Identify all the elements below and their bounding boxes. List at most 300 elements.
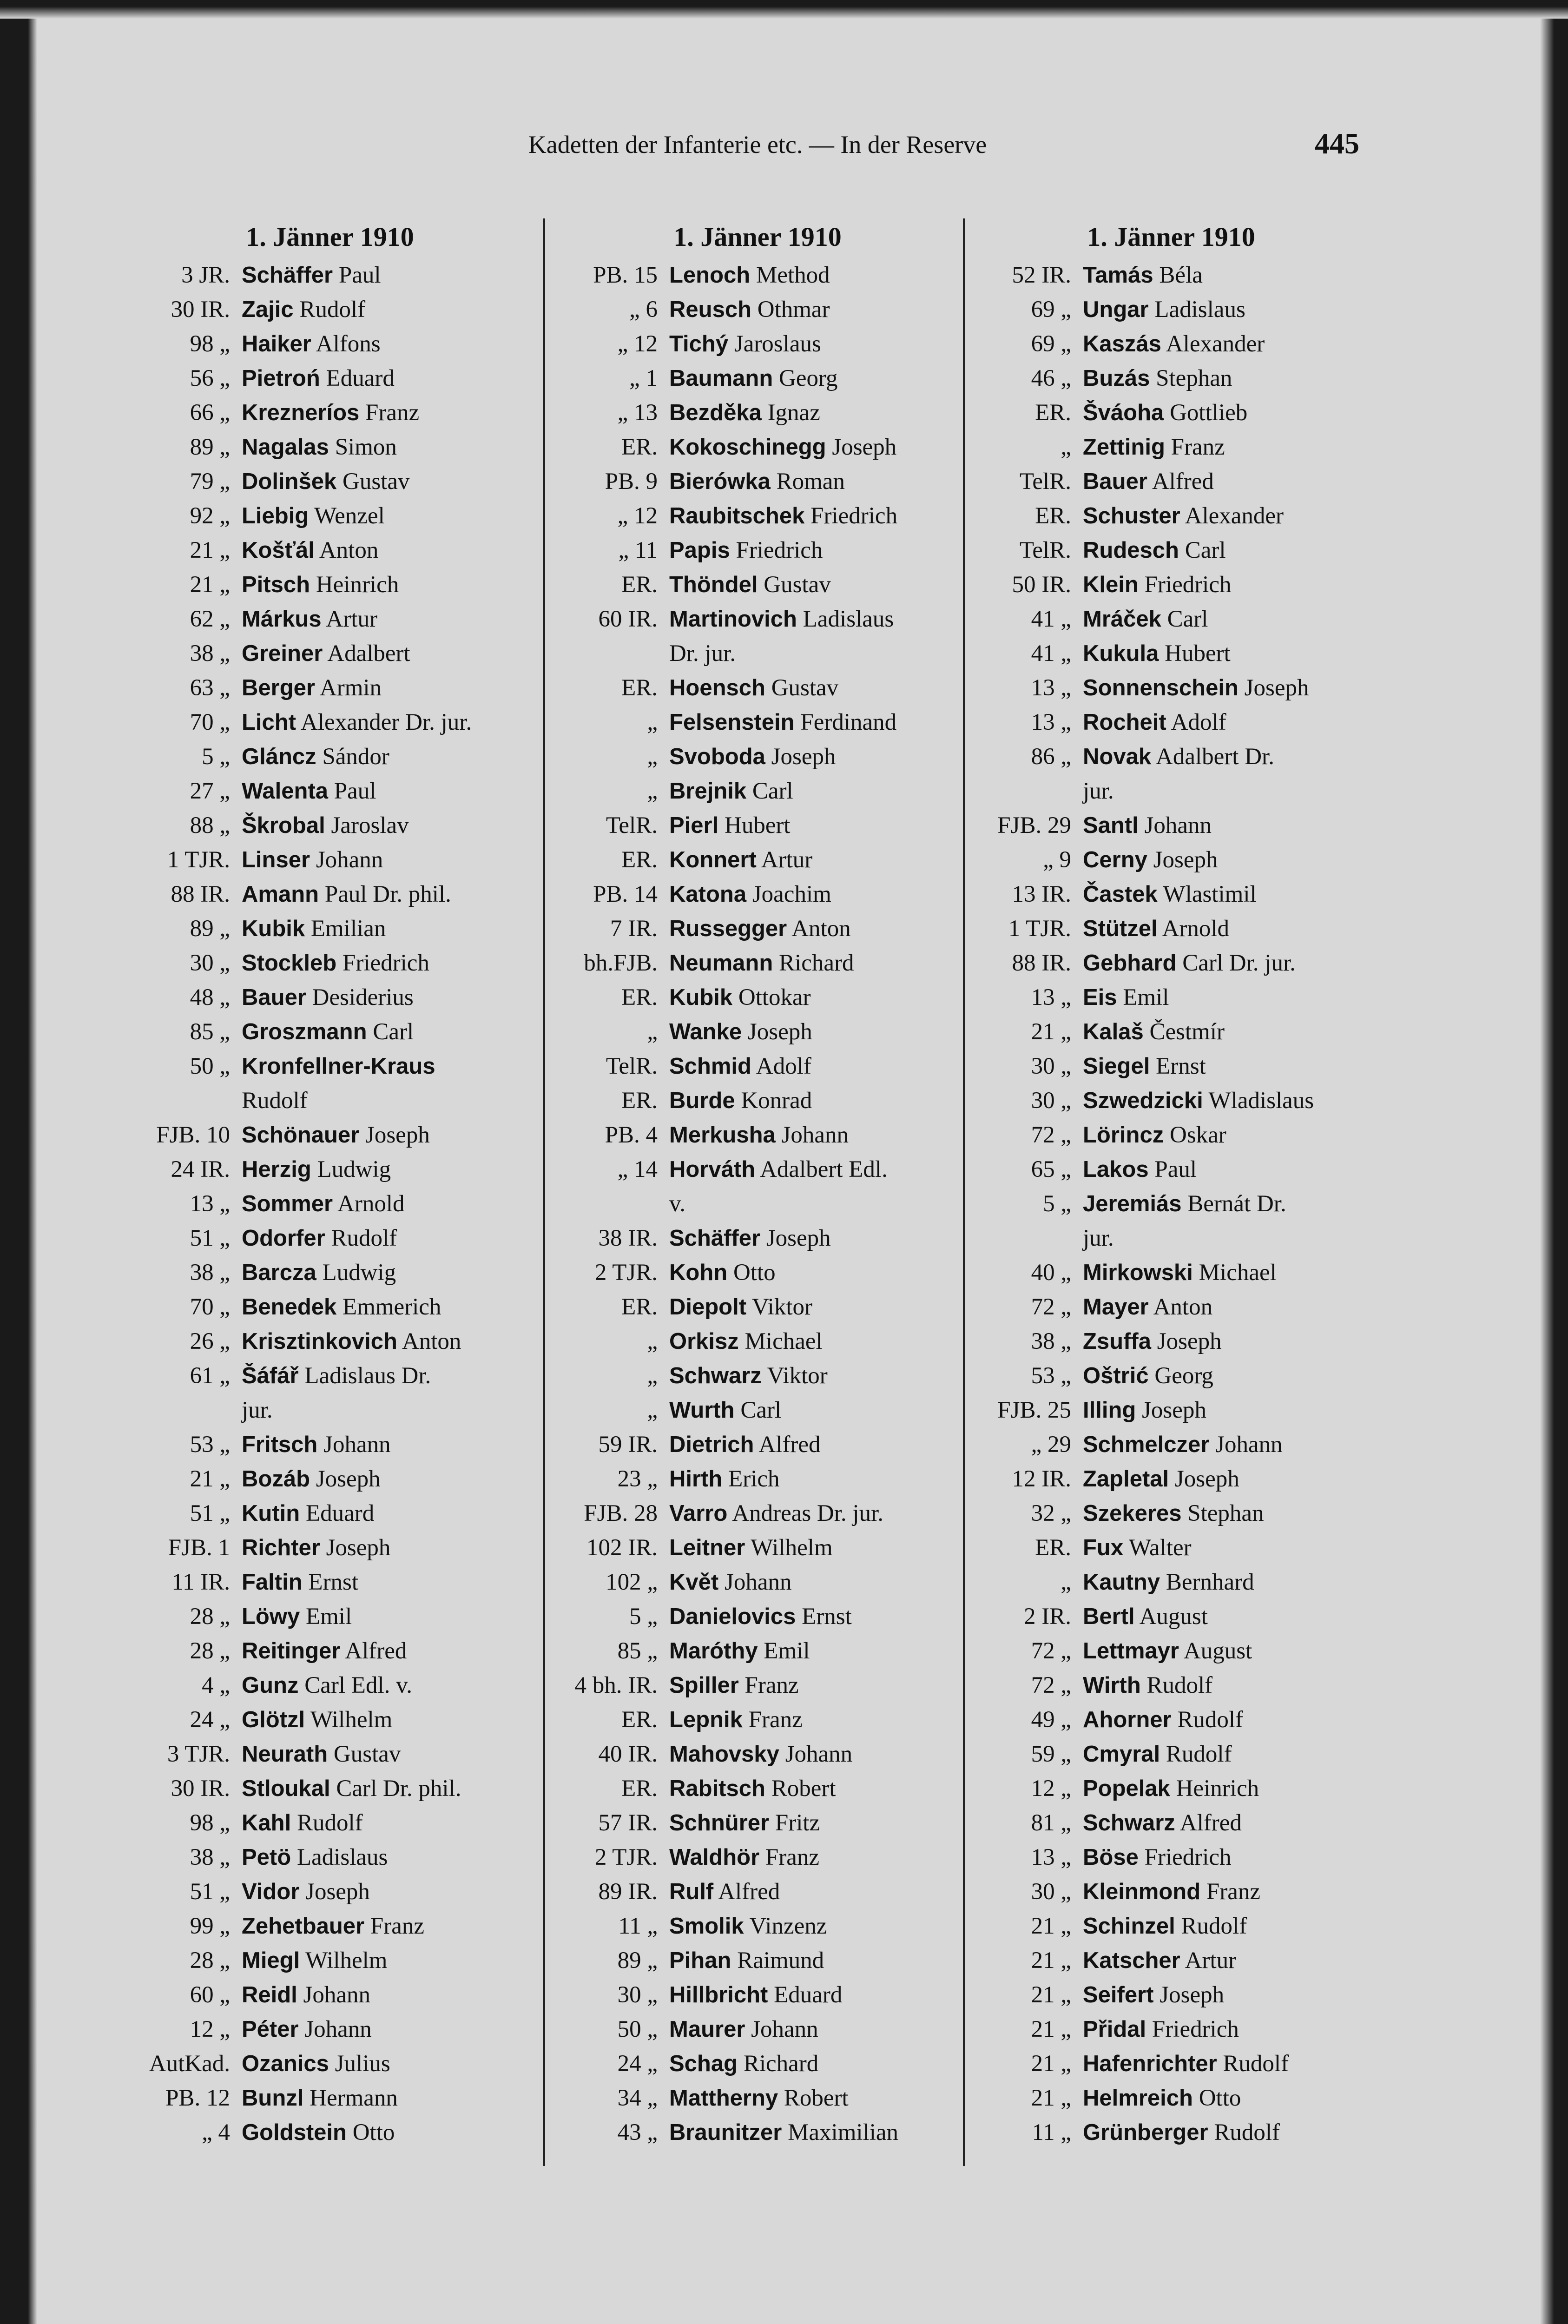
- list-item: [121, 1118, 539, 1152]
- given-names: Arnold: [1157, 916, 1230, 942]
- given-names: jur.: [1083, 778, 1114, 804]
- unit-label: 13 „: [1031, 675, 1071, 701]
- list-item: [962, 1015, 1380, 1049]
- given-names: Arnold: [333, 1191, 405, 1217]
- list-item: [962, 1083, 1380, 1118]
- unit-label: PB. 12: [165, 2085, 230, 2111]
- person-name: [1083, 843, 1380, 877]
- list-item: [548, 1943, 967, 1978]
- given-names: jur.: [1083, 1225, 1114, 1251]
- surname: Rulf: [669, 1879, 714, 1904]
- person-name: [242, 1359, 539, 1393]
- list-item: [121, 1875, 539, 1909]
- unit-label: 57 IR.: [598, 1810, 658, 1836]
- list-item: [121, 1049, 539, 1083]
- unit-label: 89 IR.: [598, 1879, 658, 1905]
- list-item: [121, 1083, 539, 1118]
- list-item: [121, 1531, 539, 1565]
- surname: Bunzl: [242, 2086, 304, 2111]
- surname: Hoensch: [669, 675, 765, 700]
- surname: Maróthy: [669, 1638, 758, 1664]
- surname: Košťál: [242, 538, 315, 563]
- given-names: Joseph: [1136, 1397, 1206, 1423]
- given-names: Alfons: [311, 331, 381, 357]
- list-item: [548, 1255, 967, 1290]
- list-item: [548, 327, 967, 361]
- surname: Löwy: [242, 1604, 300, 1629]
- person-name: [669, 396, 967, 430]
- surname: Mayer: [1083, 1294, 1149, 1320]
- surname: Wirth: [1083, 1673, 1141, 1698]
- person-name: [242, 1496, 539, 1531]
- list-item: [548, 533, 967, 568]
- given-names: Adolf: [751, 1053, 811, 1079]
- unit-label: 28 „: [190, 1638, 230, 1664]
- unit-label: 40 IR.: [598, 1741, 658, 1767]
- surname: Horváth: [669, 1157, 756, 1182]
- surname: Schinzel: [1083, 1914, 1175, 1939]
- list-item: [962, 1909, 1380, 1943]
- given-names: Jaroslav: [325, 812, 409, 838]
- surname: Richter: [242, 1535, 320, 1560]
- given-names: Rudolf: [293, 297, 366, 323]
- list-item: [962, 2081, 1380, 2115]
- person-name: [669, 464, 967, 499]
- person-name: [1083, 602, 1380, 636]
- surname: Oštrić: [1083, 1363, 1149, 1388]
- list-item: [121, 1806, 539, 1840]
- list-item: [548, 396, 967, 430]
- list-item: [121, 2012, 539, 2047]
- given-names: Dr. jur.: [669, 640, 736, 667]
- given-names: Béla: [1153, 262, 1203, 288]
- unit-label: 13 „: [1031, 984, 1071, 1010]
- unit-label: ER.: [1035, 503, 1071, 529]
- surname: Greiner: [242, 641, 323, 666]
- given-names: Artur: [756, 847, 813, 873]
- person-name: [242, 1049, 539, 1083]
- unit-label: 21 „: [1031, 2085, 1071, 2111]
- surname: Miegl: [242, 1948, 300, 1973]
- list-item: [962, 1324, 1380, 1359]
- unit-label: „ 9: [1043, 847, 1071, 873]
- surname: Péter: [242, 2017, 299, 2042]
- surname: Buzás: [1083, 366, 1150, 391]
- surname: Rabitsch: [669, 1776, 765, 1801]
- given-names: Friedrich: [1138, 1844, 1232, 1870]
- surname: Santl: [1083, 813, 1139, 838]
- given-names: Eduard: [320, 365, 395, 391]
- person-name: [242, 1703, 539, 1737]
- given-names: Gottlieb: [1164, 400, 1248, 426]
- unit-label: FJB. 29: [997, 812, 1071, 838]
- person-name: [1083, 292, 1380, 327]
- surname: Danielovics: [669, 1604, 796, 1629]
- column-2-title: 1. Jänner 1910: [673, 222, 842, 252]
- person-name: [669, 1943, 967, 1978]
- given-names: Sándor: [316, 744, 389, 770]
- surname: Neurath: [242, 1742, 328, 1767]
- list-item: [548, 1806, 967, 1840]
- list-item: [121, 1290, 539, 1324]
- person-name: [669, 1737, 967, 1771]
- surname: Hirth: [669, 1466, 723, 1492]
- surname: Bertl: [1083, 1604, 1135, 1629]
- surname: Bozáb: [242, 1466, 310, 1492]
- surname: Helmreich: [1083, 2086, 1193, 2111]
- unit-label: 49 „: [1031, 1707, 1071, 1733]
- surname: Cmyral: [1083, 1742, 1160, 1767]
- person-name: [1083, 430, 1380, 464]
- unit-label: 21 „: [190, 1466, 230, 1492]
- unit-label: 52 IR.: [1012, 262, 1071, 288]
- list-item: [962, 327, 1380, 361]
- person-name: [242, 1015, 539, 1049]
- person-name: [1083, 1806, 1380, 1840]
- list-item: [548, 1531, 967, 1565]
- surname: Bauer: [242, 985, 306, 1010]
- list-item: [962, 671, 1380, 705]
- unit-label: FJB. 25: [997, 1397, 1071, 1423]
- given-names: Alexander: [1180, 503, 1284, 529]
- given-names: Ladislaus Dr.: [298, 1363, 431, 1389]
- list-item: [548, 1049, 967, 1083]
- person-name: [669, 1496, 967, 1531]
- surname: Novak: [1083, 744, 1152, 769]
- person-name: [242, 980, 539, 1015]
- unit-label: 21 „: [1031, 1913, 1071, 1939]
- list-item: [548, 1083, 967, 1118]
- unit-label: 60 „: [190, 1982, 230, 2008]
- surname: Groszmann: [242, 1019, 367, 1044]
- person-name: [1083, 739, 1380, 774]
- person-name: [242, 361, 539, 396]
- given-names: Otto: [1192, 2085, 1241, 2111]
- unit-label: FJB. 1: [168, 1535, 230, 1561]
- given-names: Artur: [321, 606, 377, 632]
- list-item: [962, 1875, 1380, 1909]
- surname: Krisztinkovich: [242, 1329, 397, 1354]
- surname: Wanke: [669, 1019, 742, 1044]
- unit-label: ER.: [1035, 1535, 1071, 1561]
- given-names: Eduard: [768, 1982, 843, 2008]
- unit-label: „ 4: [202, 2119, 230, 2146]
- person-name: [669, 1565, 967, 1599]
- surname: Lenoch: [669, 263, 751, 288]
- person-name: [669, 533, 967, 568]
- surname: Kaszás: [1083, 331, 1161, 357]
- list-item: [121, 2115, 539, 2150]
- unit-label: 92 „: [190, 503, 230, 529]
- surname: Maurer: [669, 2017, 745, 2042]
- given-names: Adalbert Edl.: [755, 1156, 888, 1182]
- list-item: [548, 1152, 967, 1187]
- column-1-entries: [121, 258, 539, 2150]
- given-names: Johann: [1209, 1432, 1283, 1458]
- given-names: Gustav: [328, 1741, 401, 1767]
- given-names: Joseph: [742, 1019, 812, 1045]
- list-item: [121, 1221, 539, 1255]
- unit-label: ER.: [1035, 400, 1071, 426]
- person-name: [1083, 1221, 1380, 1255]
- person-name: [669, 1187, 967, 1221]
- surname: Reidl: [242, 1982, 297, 2007]
- column-1-title: 1. Jänner 1910: [246, 222, 414, 252]
- surname: Licht: [242, 710, 296, 735]
- given-names: Joseph: [299, 1879, 370, 1905]
- unit-label: 30 „: [617, 1982, 658, 2008]
- unit-label: 21 „: [1031, 1982, 1071, 2008]
- person-name: [242, 430, 539, 464]
- person-name: [242, 671, 539, 705]
- unit-label: 72 „: [1031, 1122, 1071, 1148]
- surname: Haiker: [242, 331, 311, 357]
- list-item: [121, 1840, 539, 1875]
- person-name: [242, 1909, 539, 1943]
- person-name: [242, 2047, 539, 2081]
- unit-label: 99 „: [190, 1913, 230, 1939]
- list-item: [548, 2115, 967, 2150]
- given-names: Otto: [346, 2119, 395, 2146]
- given-names: Rudolf: [1171, 1707, 1243, 1733]
- person-name: [1083, 1290, 1380, 1324]
- unit-label: 4 bh. IR.: [574, 1672, 658, 1698]
- list-item: [548, 877, 967, 911]
- given-names: Johann: [317, 1432, 391, 1458]
- surname: Škrobal: [242, 813, 325, 838]
- list-item: [962, 1943, 1380, 1978]
- list-item: [548, 1221, 967, 1255]
- given-names: Ludwig: [316, 1260, 396, 1286]
- given-names: Johann: [1138, 812, 1212, 838]
- surname: Cerny: [1083, 847, 1147, 872]
- list-item: [121, 1668, 539, 1703]
- list-item: [962, 292, 1380, 327]
- list-item: [962, 602, 1380, 636]
- surname: Spiller: [669, 1673, 739, 1698]
- unit-label: 38 „: [190, 640, 230, 667]
- surname: Stockleb: [242, 951, 337, 976]
- unit-label: 85 „: [617, 1638, 658, 1664]
- surname: Amann: [242, 882, 319, 907]
- given-names: Johann: [297, 1982, 371, 2008]
- unit-label: 5 „: [629, 1604, 658, 1630]
- list-item: [548, 1668, 967, 1703]
- given-names: Otto: [727, 1260, 776, 1286]
- given-names: Rudolf: [1217, 2051, 1289, 2077]
- surname: Sommer: [242, 1191, 333, 1216]
- given-names: August: [1179, 1638, 1252, 1664]
- list-item: [548, 946, 967, 980]
- person-name: [1083, 877, 1380, 911]
- person-name: [669, 877, 967, 911]
- surname: Waldhör: [669, 1845, 760, 1870]
- person-name: [242, 1393, 539, 1427]
- given-names: Anton: [1148, 1294, 1213, 1320]
- person-name: [669, 705, 967, 739]
- given-names: Carl: [1161, 606, 1208, 632]
- given-names: Alexander Dr. jur.: [296, 709, 472, 735]
- person-name: [669, 1255, 967, 1290]
- surname: Vidor: [242, 1879, 300, 1904]
- given-names: Joseph: [1147, 847, 1218, 873]
- list-item: [121, 2047, 539, 2081]
- list-item: [962, 1462, 1380, 1496]
- list-item: [121, 1187, 539, 1221]
- given-names: Ludwig: [311, 1156, 391, 1182]
- surname: Tichý: [669, 331, 729, 357]
- list-item: [962, 1565, 1380, 1599]
- surname: Benedek: [242, 1294, 337, 1320]
- unit-label: „: [1061, 1569, 1071, 1595]
- surname: Siegel: [1083, 1054, 1150, 1079]
- surname: Kubik: [669, 985, 733, 1010]
- given-names: Franz: [364, 1913, 424, 1939]
- unit-label: 56 „: [190, 365, 230, 391]
- surname: Kubik: [242, 916, 305, 941]
- given-names: Joseph: [760, 1225, 831, 1251]
- list-item: [121, 1978, 539, 2012]
- list-item: [548, 1978, 967, 2012]
- given-names: Alfred: [754, 1432, 821, 1458]
- surname: Ahorner: [1083, 1707, 1172, 1732]
- unit-label: 38 IR.: [598, 1225, 658, 1251]
- unit-label: 21 „: [1031, 1948, 1071, 1974]
- surname: Krezneríos: [242, 400, 360, 425]
- given-names: Joseph: [826, 434, 897, 460]
- list-item: [548, 1324, 967, 1359]
- person-name: [1083, 1668, 1380, 1703]
- list-item: [548, 1118, 967, 1152]
- unit-label: 21 „: [1031, 2016, 1071, 2042]
- surname: Illing: [1083, 1398, 1136, 1423]
- person-name: [1083, 1943, 1380, 1978]
- person-name: [1083, 1083, 1380, 1118]
- given-names: Artur: [1180, 1948, 1237, 1974]
- list-item: [121, 843, 539, 877]
- list-item: [121, 739, 539, 774]
- given-names: Rudolf: [291, 1810, 363, 1836]
- person-name: [242, 911, 539, 946]
- list-item: [121, 1393, 539, 1427]
- person-name: [242, 1634, 539, 1668]
- surname: Herzig: [242, 1157, 311, 1182]
- list-item: [548, 568, 967, 602]
- given-names: Wilhelm: [300, 1948, 388, 1974]
- list-item: [121, 602, 539, 636]
- surname: Klein: [1083, 572, 1139, 597]
- unit-label: 41 „: [1031, 640, 1071, 667]
- person-name: [242, 946, 539, 980]
- surname: Varro: [669, 1501, 728, 1526]
- unit-label: PB. 15: [593, 262, 658, 288]
- given-names: Raimund: [731, 1948, 824, 1974]
- unit-label: „ 13: [617, 400, 658, 426]
- given-names: Johann: [775, 1122, 849, 1148]
- given-names: Johann: [298, 2016, 372, 2042]
- surname: Goldstein: [242, 2120, 347, 2145]
- unit-label: FJB. 10: [156, 1122, 230, 1148]
- given-names: Bernát Dr.: [1181, 1191, 1286, 1217]
- given-names: Hermann: [303, 2085, 398, 2111]
- given-names: Paul: [328, 778, 376, 804]
- unit-label: 89 „: [190, 916, 230, 942]
- list-item: [962, 1806, 1380, 1840]
- unit-label: bh.FJB.: [584, 950, 658, 976]
- person-name: [242, 1531, 539, 1565]
- surname: Jeremiás: [1083, 1191, 1182, 1216]
- given-names: Carl: [1179, 537, 1226, 563]
- list-item: [962, 361, 1380, 396]
- given-names: Johann: [779, 1741, 853, 1767]
- surname: Eis: [1083, 985, 1117, 1010]
- unit-label: 72 „: [1031, 1294, 1071, 1320]
- list-item: [121, 980, 539, 1015]
- given-names: Michael: [1192, 1260, 1277, 1286]
- unit-label: 12 „: [1031, 1776, 1071, 1802]
- list-item: [548, 1427, 967, 1462]
- person-name: [1083, 980, 1380, 1015]
- unit-label: 72 „: [1031, 1672, 1071, 1698]
- surname: Schnürer: [669, 1810, 770, 1835]
- given-names: Robert: [765, 1776, 836, 1802]
- given-names: Richard: [738, 2051, 819, 2077]
- given-names: Joseph: [1151, 1328, 1222, 1354]
- person-name: [242, 1255, 539, 1290]
- person-name: [1083, 946, 1380, 980]
- person-name: [1083, 1187, 1380, 1221]
- list-item: [121, 671, 539, 705]
- given-names: Čestmír: [1143, 1019, 1225, 1045]
- surname: Pitsch: [242, 572, 310, 597]
- unit-label: 69 „: [1031, 331, 1071, 357]
- given-names: Johann: [718, 1569, 792, 1595]
- unit-label: 102 IR.: [586, 1535, 658, 1561]
- person-name: [242, 1187, 539, 1221]
- surname: Odorfer: [242, 1226, 325, 1251]
- list-item: [962, 980, 1380, 1015]
- list-item: [548, 843, 967, 877]
- surname: Faltin: [242, 1570, 303, 1595]
- person-name: [1083, 808, 1380, 843]
- person-name: [669, 1909, 967, 1943]
- unit-label: 21 „: [1031, 2051, 1071, 2077]
- list-item: [962, 946, 1380, 980]
- list-item: [962, 1290, 1380, 1324]
- surname: Kahl: [242, 1810, 291, 1835]
- surname: Přidal: [1083, 2017, 1146, 2042]
- surname: Pietroń: [242, 366, 320, 391]
- surname: Szekeres: [1083, 1501, 1182, 1526]
- person-name: [242, 327, 539, 361]
- person-name: [669, 671, 967, 705]
- unit-label: TelR.: [606, 1053, 658, 1079]
- person-name: [669, 1324, 967, 1359]
- unit-label: ER.: [621, 984, 658, 1010]
- given-names: Joseph: [1153, 1982, 1225, 2008]
- unit-label: AutKad.: [149, 2051, 230, 2077]
- given-names: Franz: [1200, 1879, 1261, 1905]
- list-item: [548, 1393, 967, 1427]
- list-item: [121, 877, 539, 911]
- list-item: [962, 911, 1380, 946]
- person-name: [669, 808, 967, 843]
- given-names: Joseph: [1238, 675, 1309, 701]
- person-name: [242, 1118, 539, 1152]
- surname: Kalaš: [1083, 1019, 1144, 1044]
- surname: Lepnik: [669, 1707, 743, 1732]
- list-item: [962, 258, 1380, 292]
